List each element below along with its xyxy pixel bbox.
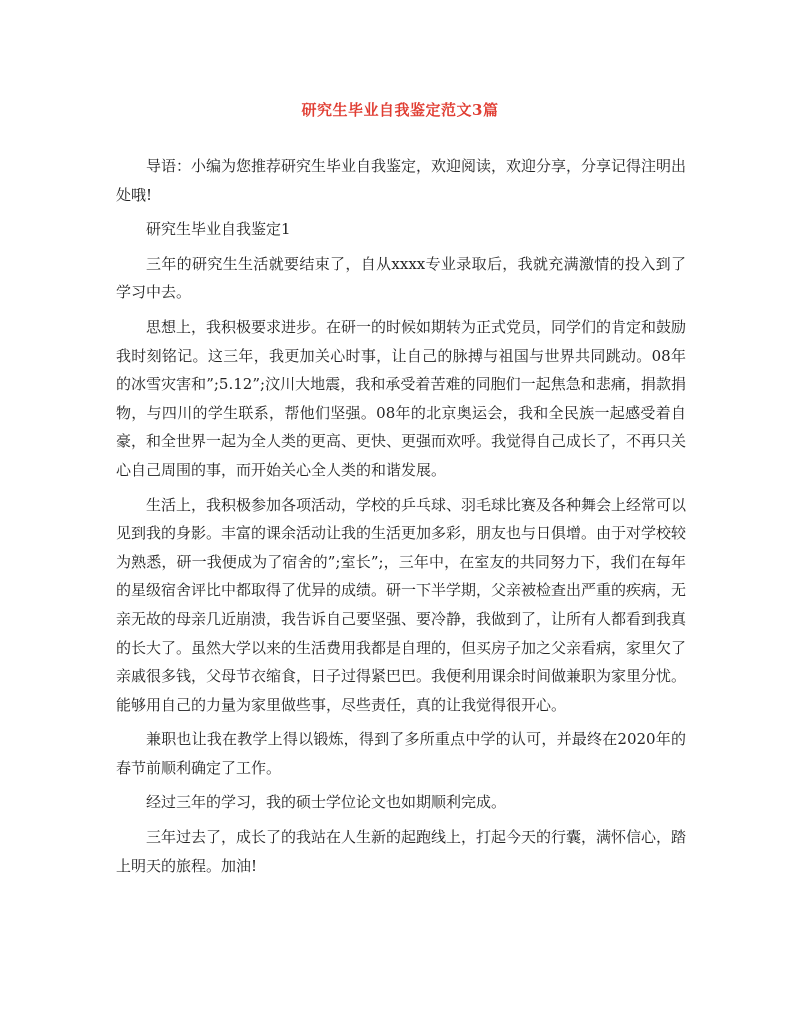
body-paragraph: 三年过去了，成长了的我站在人生新的起跑线上，打起今天的行囊，满怀信心，踏上明天的旅程。加油! — [116, 828, 687, 875]
section-heading: 研究生毕业自我鉴定1 — [146, 220, 291, 239]
document-body — [116, 152, 686, 886]
intro-paragraph: 导语：小编为您推荐研究生毕业自我鉴定，欢迎阅读，欢迎分享，分享记得注明出处哦! — [116, 157, 687, 204]
body-paragraph: 三年的研究生生活就要结束了，自从xxxx专业录取后，我就充满激情的投入到了学习中去。 — [116, 254, 686, 302]
body-paragraph: 兼职也让我在教学上得以锻炼，得到了多所重点中学的认可，并最终在2020年的春节前顺利确定了工作。 — [116, 730, 686, 777]
body-paragraph: 生活上，我积极参加各项活动，学校的乒乓球、羽毛球比赛及各种舞会上经常可以见到我的身影。丰富的课余活动让我的生活更加多彩，朋友也与日俱增。由于对学校较为熟悉，研一我便成为了宿舍的”;室长”;，三年中，在室友的共同努力下，我们在每年的星级宿舍评比中都取得了优异的成绩。研一下半学期，父亲被检查出严重的疾病，无亲无故的母亲几近崩溃，我告诉自己要坚强、要冷静，我做到了，让所有人都看到我真的长大了。虽然大学以来的生活费用我都是自理的，但买房子加之父亲看病，家里欠了亲戚很多钱，父母节衣缩食，日子过得紧巴巴。我便利用课余时间做兼职为家里分忧。能够用自己的力量为家里做些事，尽些责任，真的让我觉得很开心。 — [116, 495, 687, 714]
document-title: 研究生毕业自我鉴定范文3篇 — [301, 101, 499, 119]
body-paragraph: 思想上，我积极要求进步。在研一的时候如期转为正式党员，同学们的肯定和鼓励我时刻铭记。这三年，我更加关心时事，让自己的脉搏与祖国与世界共同跳动。08年的冰雪灾害和”;5.12”;汶川大地震，我和承受着苦难的同胞们一起焦急和悲痛，捐款捐物，与四川的学生联系，帮他们坚强。08年的北京奥运会，我和全民族一起感受着自豪，和全世界一起为全人类的更高、更快、更强而欢呼。我觉得自己成长了，不再只关心自己周围的事，而开始关心全人类的和谐发展。 — [116, 317, 687, 479]
body-paragraph: 经过三年的学习，我的硕士学位论文也如期顺利完成。 — [146, 793, 507, 812]
